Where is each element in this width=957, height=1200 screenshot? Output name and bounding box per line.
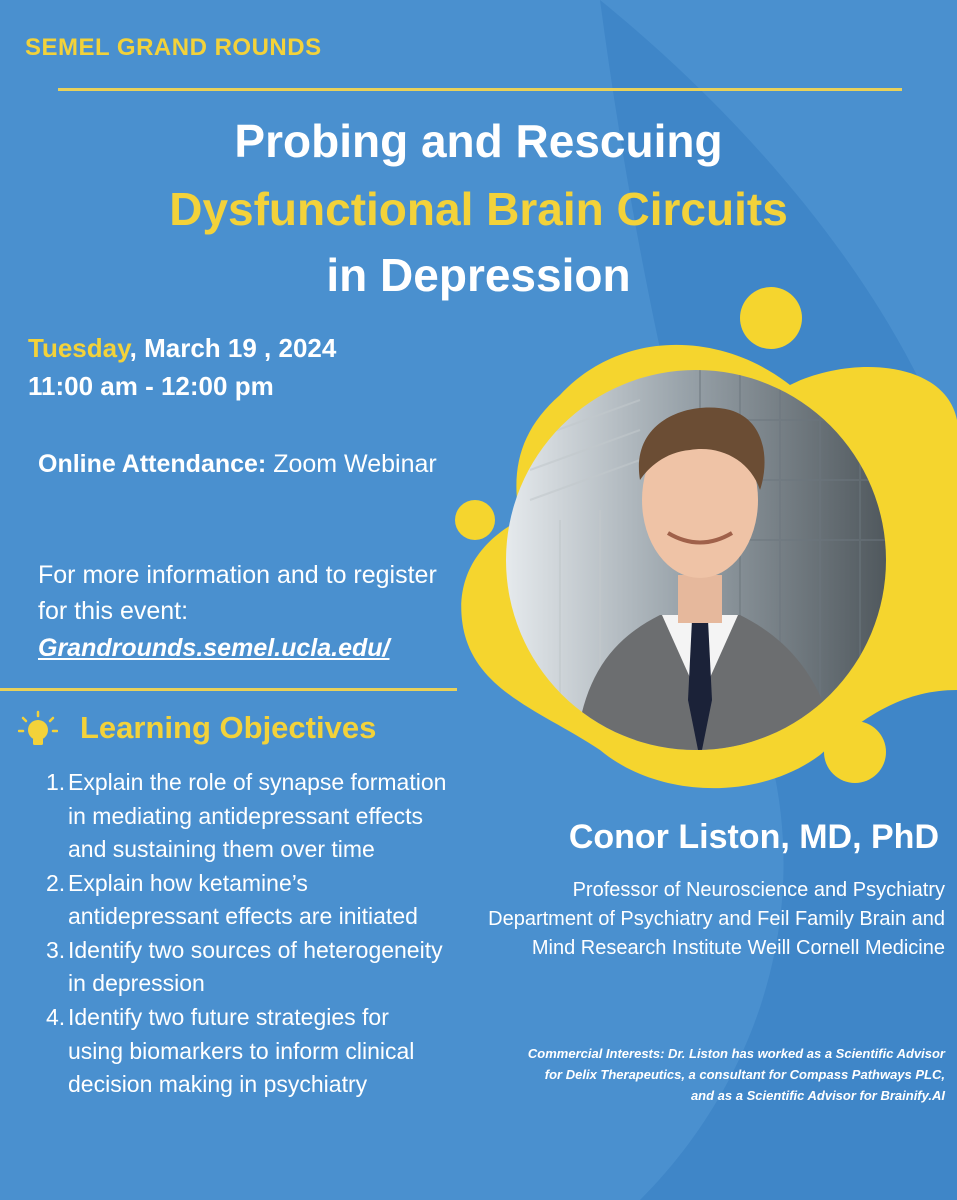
objective-item bbox=[28, 766, 448, 867]
objective-number: 2. bbox=[46, 869, 66, 896]
attendance-label: Online Attendance: bbox=[38, 450, 267, 478]
objective-text: Explain how ketamine’s antidepressant effects are initiated bbox=[68, 869, 418, 930]
objective-number: 4. bbox=[46, 1004, 66, 1031]
objective-text: Identify two sources of heterogeneity in depression bbox=[68, 936, 443, 997]
objectives-heading: Learning Objectives bbox=[80, 710, 377, 745]
attendance-value: Zoom Webinar bbox=[266, 450, 437, 478]
event-date bbox=[28, 330, 336, 368]
speaker-affiliation: Professor of Neuroscience and Psychiatry Department of Psychiatry and Feil Family Brain and Mind Research Institute Weill Cornell Medicine bbox=[488, 879, 945, 959]
event-time: 11:00 am - 12:00 pm bbox=[28, 370, 274, 401]
speaker-name: Conor Liston, MD, PhD bbox=[568, 818, 939, 856]
objective-item bbox=[28, 1001, 448, 1102]
event-datetime bbox=[28, 330, 336, 405]
objectives-list bbox=[28, 766, 448, 1102]
title-line-2: Dysfunctional Brain Circuits bbox=[169, 183, 788, 235]
registration-link[interactable]: Grandrounds.semel.ucla.edu/ bbox=[38, 633, 390, 662]
objective-item bbox=[28, 867, 448, 934]
more-info-text: For more information and to register for this event: bbox=[38, 561, 437, 626]
lightbulb-icon bbox=[18, 710, 58, 750]
objective-number: 3. bbox=[46, 936, 66, 963]
objective-number: 1. bbox=[46, 769, 66, 795]
header-divider bbox=[58, 88, 902, 91]
attendance-info bbox=[38, 446, 458, 482]
section-divider bbox=[0, 688, 457, 691]
decor-circle-left bbox=[455, 500, 495, 540]
title-line-1: Probing and Rescuing bbox=[234, 115, 723, 167]
series-title: SEMEL GRAND ROUNDS bbox=[25, 34, 322, 61]
title-line-3: in Depression bbox=[326, 249, 631, 301]
registration-info bbox=[38, 557, 438, 666]
event-date-rest: , March 19 , 2024 bbox=[129, 333, 337, 363]
commercial-interests: Commercial Interests: Dr. Liston has worked as a Scientific Advisor for Delix Therapeutics, a consultant for Compass Pathways PLC, and as a Scientific Advisor for Brainify.AI bbox=[527, 1046, 945, 1104]
event-day: Tuesday bbox=[28, 333, 130, 363]
objective-text: Explain the role of synapse formation in mediating antidepressant effects and sustaining them over time bbox=[68, 769, 447, 863]
objective-text: Identify two future strategies for using biomarkers to inform clinical decision making in psychiatry bbox=[68, 1004, 415, 1098]
objective-item bbox=[28, 934, 448, 1001]
